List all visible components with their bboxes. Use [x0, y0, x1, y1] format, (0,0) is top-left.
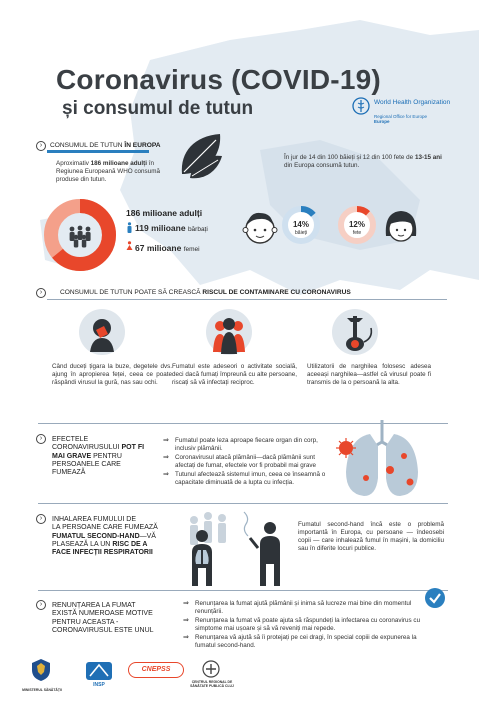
insp-logo-icon [86, 662, 112, 680]
bullet-item: ⇒ Renunțarea la fumat vă poate ajuta să răspundeți la infectarea cu coronavirus cu simptome mai ușoare și să vă reveniți mai repede. [183, 617, 421, 632]
arrow-icon: ⇒ [163, 454, 169, 461]
page-title: Coronavirus (COVID-19) [56, 64, 381, 95]
section-arrow-icon: › [36, 514, 46, 524]
section4-heading: INHALAREA FUMULUI DE LA PERSOANE CARE FUMEAZĂ FUMATUL SECOND-HAND—VĂ PLASEAZĂ LA UN RISC DE A FACE INFECȚII RESPIRATORII [52, 516, 158, 557]
page-subtitle: și consumul de tutun [62, 98, 254, 119]
section-arrow-icon: › [36, 288, 46, 298]
quit-bullets [183, 600, 423, 650]
group-smoking-icon [205, 308, 253, 356]
hand-to-face-icon [78, 308, 126, 356]
section3-heading: EFECTELE CORONAVIRUSULUI POT FI MAI GRAVE PENTRU PERSOANELE CARE FUMEAZĂ [52, 436, 145, 477]
ministry-crest-icon [30, 658, 52, 682]
footer-logos [0, 656, 479, 706]
boy-face-icon [242, 208, 278, 248]
section-arrow-icon: › [36, 600, 46, 610]
risk-col1-text: Când duceți țigara la buze, degetele dvs. ajung în apropierea feței, ceea ce poate răspândi virusul la gură, nas sau ochi. [52, 363, 172, 386]
section-arrow-icon: › [36, 434, 46, 444]
section1-heading: CONSUMUL DE TUTUN ÎN EUROPA [50, 142, 161, 149]
arrow-icon: ⇒ [163, 471, 169, 478]
section1-underline [47, 150, 149, 153]
stat-men: 119 milioane bărbați [135, 223, 208, 233]
insp-label: INSP [93, 682, 105, 688]
who-region: Regional Office for Europe Europe [374, 114, 427, 124]
bullet-item: ⇒ Coronavirusul atacă plămânii—dacă plămânii sunt afectați de fumat, efectele vor fi probabil mai grave [163, 454, 317, 469]
crsp-logo-icon [202, 660, 220, 678]
bullet-item: ⇒ Renunțarea la fumat ajută plămânii și inima să lucreze mai bine din momentul renunțării. [183, 600, 412, 615]
checkmark-icon [424, 587, 446, 609]
bullet-item: ⇒ Fumatul poate leza aproape fiecare organ din corp, inclusiv plămânii. [163, 437, 318, 452]
section5-heading: RENUNȚAREA LA FUMAT EXISTĂ NUMEROASE MOTIVE PENTRU ACEASTA - CORONAVIRUSUL ESTE UNUL [52, 602, 154, 634]
arrow-icon: ⇒ [183, 600, 189, 607]
section2-heading: CONSUMUL DE TUTUN POATE SĂ CREASCĂ RISCUL DE CONTAMINARE CU CORONAVIRUS [60, 289, 351, 296]
youth-text: În jur de 14 din 100 băieți și 12 din 100 fete de 13-15 ani din Europa consumă tutun. [284, 154, 442, 169]
stat-total-adults: 186 milioane adulți [126, 208, 203, 218]
boys-label: băieți [295, 230, 307, 236]
woman-icon [126, 241, 133, 252]
section1-intro: Aproximativ 186 milioane adulți în Regiunea Europeană WHO consumă produse din tutun. [56, 160, 160, 183]
who-logo [352, 97, 452, 124]
arrow-icon: ⇒ [183, 617, 189, 624]
risk-col3-text: Utilizatorii de narghilea folosesc adesea aceeași narghilea—astfel că virusul poate fi transmis de la o persoană la alta. [307, 363, 431, 386]
hookah-icon [331, 308, 379, 356]
section4-divider [38, 503, 448, 504]
girl-face-icon [382, 206, 420, 248]
risk-col2-text: Fumatul este adeseori o activitate socială, deci dacă fumați împreună cu alte persoane, riscați să vă infectați reciproc. [172, 363, 297, 386]
stat-women: 67 milioane femei [135, 243, 200, 253]
crsp-label: CENTRUL REGIONAL DE SĂNĂTATE PUBLICĂ CLUJ [190, 680, 234, 688]
ministry-label: MINISTERUL SĂNĂTĂȚII [22, 688, 62, 692]
section2-divider [47, 299, 447, 300]
lungs-virus-icon [330, 412, 440, 504]
cnepss-logo: CNEPSS [128, 662, 184, 678]
boys-percent: 14% [292, 220, 309, 229]
arrow-icon: ⇒ [163, 437, 169, 444]
bullet-item: ⇒ Tutunul afectează sistemul imun, ceea ce înseamnă o capacitate diminuată de a lupta cu infecția. [163, 471, 326, 486]
secondhand-smoke-people-icon [178, 508, 288, 588]
secondhand-text: Fumatul second-hand încă este o problemă importantă în Europa, cu persoane — îndeosebi copii — care inhalează fumul în mașini, la domiciliu sau în diferite locuri publice. [298, 521, 444, 552]
man-icon [126, 222, 133, 233]
section5-divider [38, 590, 448, 591]
effects-bullets [163, 437, 333, 487]
girls-label: fete [352, 230, 362, 236]
who-emblem-icon [352, 97, 370, 115]
section-arrow-icon: › [36, 141, 46, 151]
arrow-icon: ⇒ [183, 634, 189, 641]
girls-percent: 12% [348, 220, 365, 229]
bullet-item: ⇒ Renunțarea vă ajută să îi protejați pe cei dragi, în special copiii de expunerea la fumatul second-hand. [183, 634, 417, 649]
tobacco-leaf-icon [176, 130, 228, 182]
who-name: World Health Organization [374, 99, 451, 106]
adults-donut-chart [42, 197, 118, 273]
